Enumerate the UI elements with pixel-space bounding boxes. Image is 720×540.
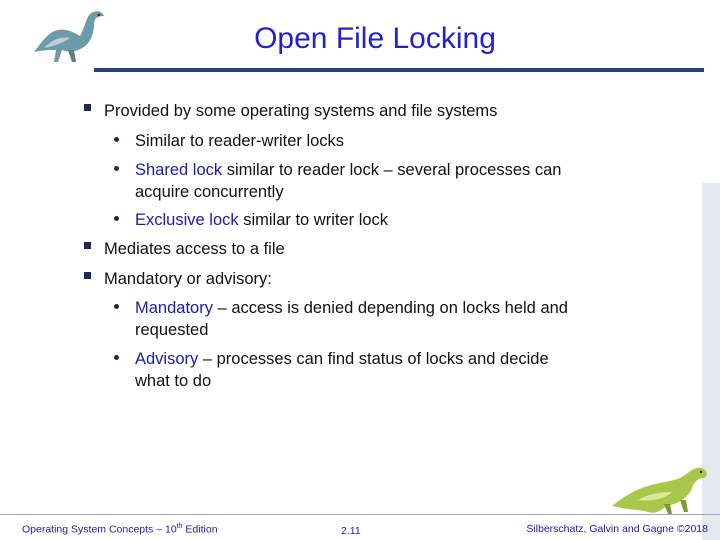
bullet-provided-by: Provided by some operating systems and file systems [104, 102, 498, 120]
bullet-shared-lock [135, 159, 635, 203]
round-bullet-icon [114, 304, 119, 309]
bullet-text: similar to reader lock – several processes can [222, 161, 562, 179]
square-bullet-icon [84, 242, 91, 249]
dinosaur-logo-icon [608, 460, 712, 516]
bullet-advisory [135, 348, 635, 392]
bullet-mandatory [135, 297, 635, 341]
footer-book-suffix: Edition [182, 523, 218, 536]
footer-copyright: Silberschatz, Galvin and Gagne ©2018 [526, 523, 708, 535]
bullet-text: what to do [135, 372, 212, 390]
keyword-mandatory: Mandatory [135, 299, 213, 317]
bullet-similar-reader-writer: Similar to reader-writer locks [135, 132, 345, 150]
round-bullet-icon [114, 166, 119, 171]
bullet-text: similar to writer lock [238, 211, 389, 229]
bullet-text: acquire concurrently [135, 183, 284, 201]
bullet-mediates-access: Mediates access to a file [104, 240, 285, 258]
round-bullet-icon [114, 216, 119, 221]
round-bullet-icon [114, 355, 119, 360]
keyword-shared-lock: Shared lock [135, 161, 223, 179]
bullet-text: – processes can find status of locks and decide [198, 350, 549, 368]
footer-rule [0, 514, 720, 515]
bullet-mandatory-or-advisory: Mandatory or advisory: [104, 270, 272, 288]
bullet-exclusive-lock [135, 209, 635, 231]
square-bullet-icon [84, 272, 91, 279]
keyword-advisory: Advisory [135, 350, 199, 368]
bullet-text: requested [135, 321, 209, 339]
page-title: Open File Locking [254, 22, 496, 55]
footer-book-prefix: Operating System Concepts – 10 [22, 523, 177, 536]
footer-page-number: 2.11 [341, 525, 361, 537]
square-bullet-icon [84, 104, 91, 111]
keyword-exclusive-lock: Exclusive lock [135, 211, 239, 229]
footer-edition-sup: th [176, 523, 183, 530]
round-bullet-icon [114, 137, 119, 142]
footer-book-title [22, 523, 218, 536]
bullet-text: – access is denied depending on locks held and [212, 299, 568, 317]
